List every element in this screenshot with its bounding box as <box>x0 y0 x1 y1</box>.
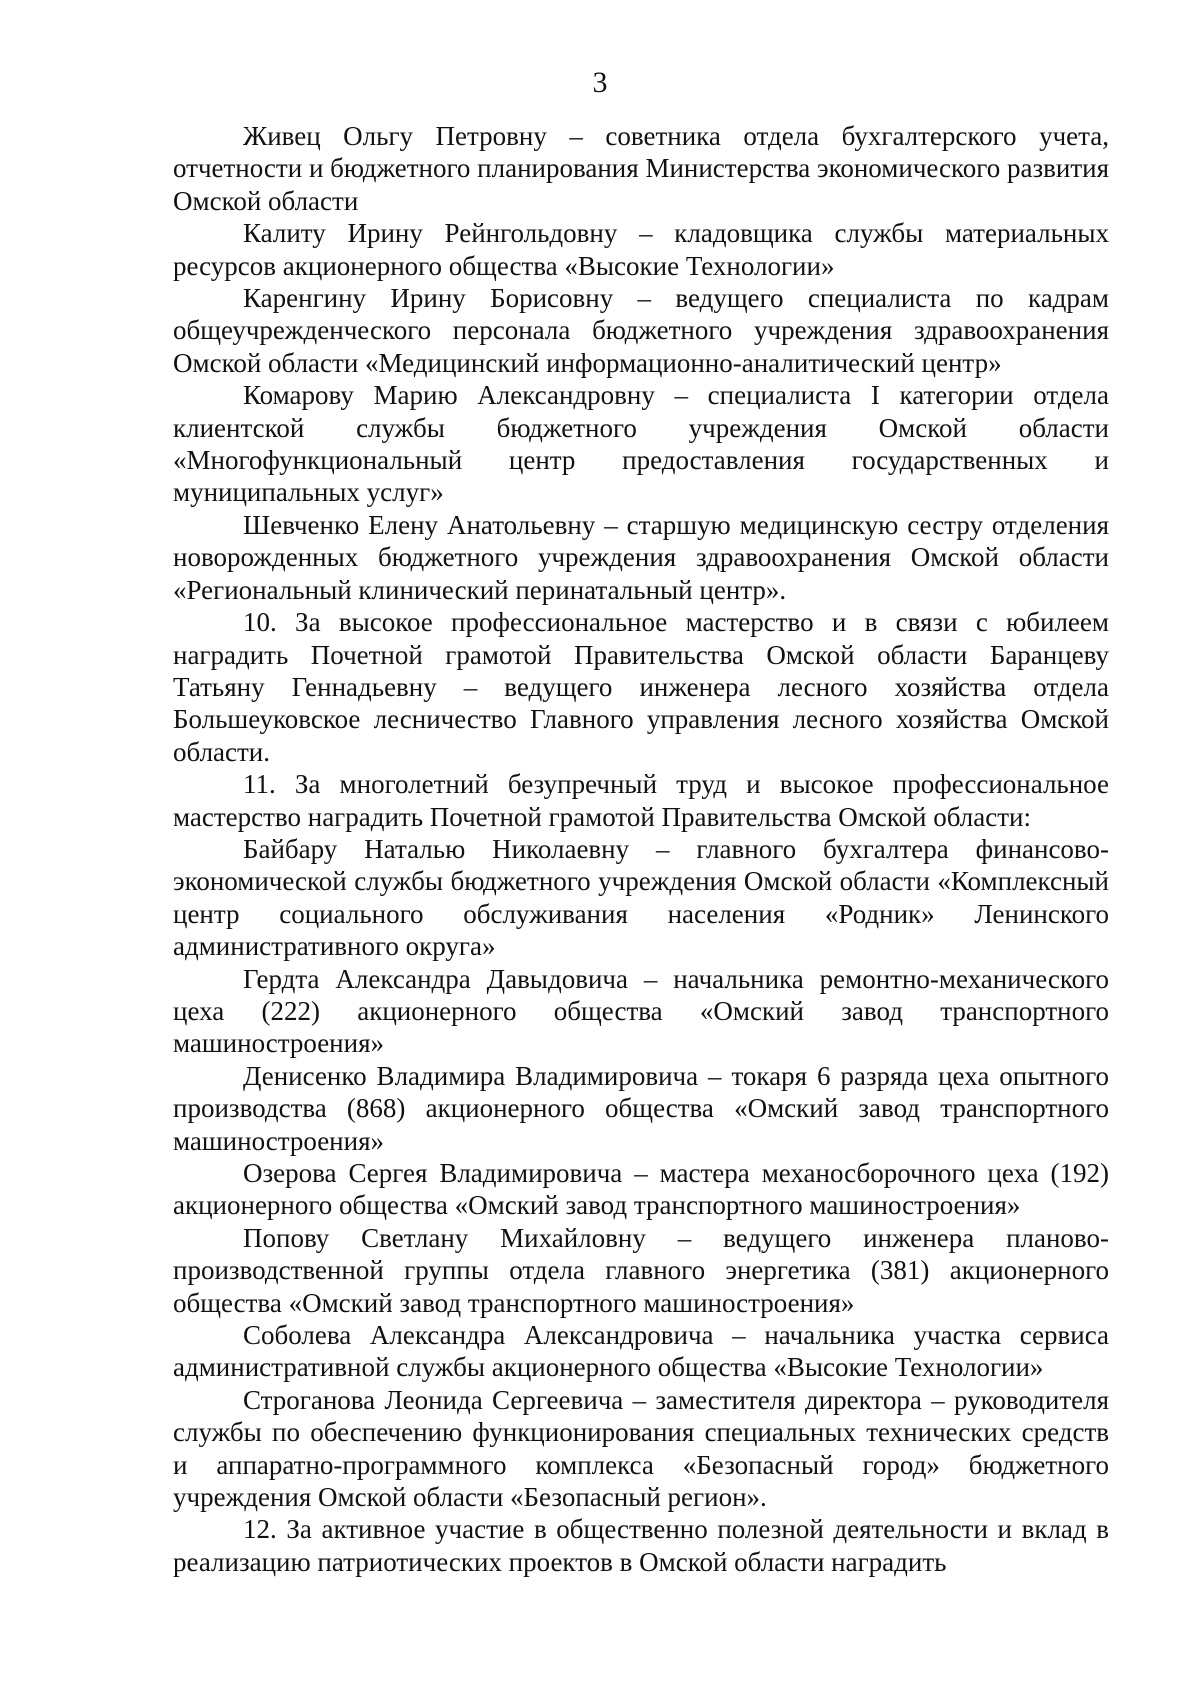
page-number: 3 <box>592 66 608 99</box>
paragraph-stroganov: Строганова Леонида Сергеевича – заместителя директора – руководителя службы по обеспечению функционирования специальных технических средств и аппаратно-программного комплекса «Безопасный город» бюджетного учреждения Омской области «Безопасный регион». <box>173 1384 1109 1513</box>
paragraph-karengina: Каренгину Ирину Борисовну – ведущего специалиста по кадрам общеучрежденческого персонала бюджетного учреждения здравоохранения Омской области «Медицинский информационно-аналитический центр» <box>173 283 1109 378</box>
paragraph-ozerov: Озерова Сергея Владимировича – мастера механосборочного цеха (192) акционерного общества «Омский завод транспортного машиностроения» <box>173 1158 1109 1221</box>
paragraph-item-11: 11. За многолетний безупречный труд и высокое профессиональное мастерство наградить Почетной грамотой Правительства Омской области: <box>173 769 1109 832</box>
paragraph-denisenko: Денисенко Владимира Владимировича – токаря 6 разряда цеха опытного производства (868) акционерного общества «Омский завод транспортного машиностроения» <box>173 1060 1109 1156</box>
paragraph-popova: Попову Светлану Михайловну – ведущего инженера планово-производственной группы отдела главного энергетика (381) акционерного общества «Омский завод транспортного машиностроения» <box>173 1222 1109 1318</box>
paragraph-komarova: Комарову Марию Александровну – специалиста I категории отдела клиентской службы бюджетного учреждения Омской области «Многофункциональный центр предоставления государственных и муниципальных услуг» <box>173 380 1109 508</box>
paragraph-kalita: Калиту Ирину Рейнгольдовну – кладовщика службы материальных ресурсов акционерного общества «Высокие Технологии» <box>173 218 1109 281</box>
paragraph-shevchenko: Шевченко Елену Анатольевну – старшую медицинскую сестру отделения новорожденных бюджетного учреждения здравоохранения Омской области «Региональный клинический перинатальный центр». <box>173 509 1109 605</box>
paragraph-gerdt: Гердта Александра Давыдовича – начальника ремонтно-механического цеха (222) акционерного общества «Омский завод транспортного машиностроения» <box>173 963 1109 1059</box>
paragraph-zhivets: Живец Ольгу Петровну – советника отдела бухгалтерского учета, отчетности и бюджетного планирования Министерства экономического развития Омской области <box>173 121 1109 216</box>
paragraph-baybara: Байбару Наталью Николаевну – главного бухгалтера финансово-экономической службы бюджетного учреждения Омской области «Комплексный центр социального обслуживания населения «Родник» Ленинского административного округа» <box>173 833 1109 962</box>
paragraph-item-12: 12. За активное участие в общественно полезной деятельности и вклад в реализацию патриотических проектов в Омской области наградить <box>173 1514 1109 1577</box>
document-body <box>173 120 1109 1578</box>
paragraph-item-10: 10. За высокое профессиональное мастерство и в связи с юбилеем наградить Почетной грамотой Правительства Омской области Баранцеву Татьяну Геннадьевну – ведущего инженера лесного хозяйства отдела Большеуковское лесничество Главного управления лесного хозяйства Омской области. <box>173 607 1109 767</box>
paragraph-sobolev: Соболева Александра Александровича – начальника участка сервиса административной службы акционерного общества «Высокие Технологии» <box>173 1320 1109 1383</box>
